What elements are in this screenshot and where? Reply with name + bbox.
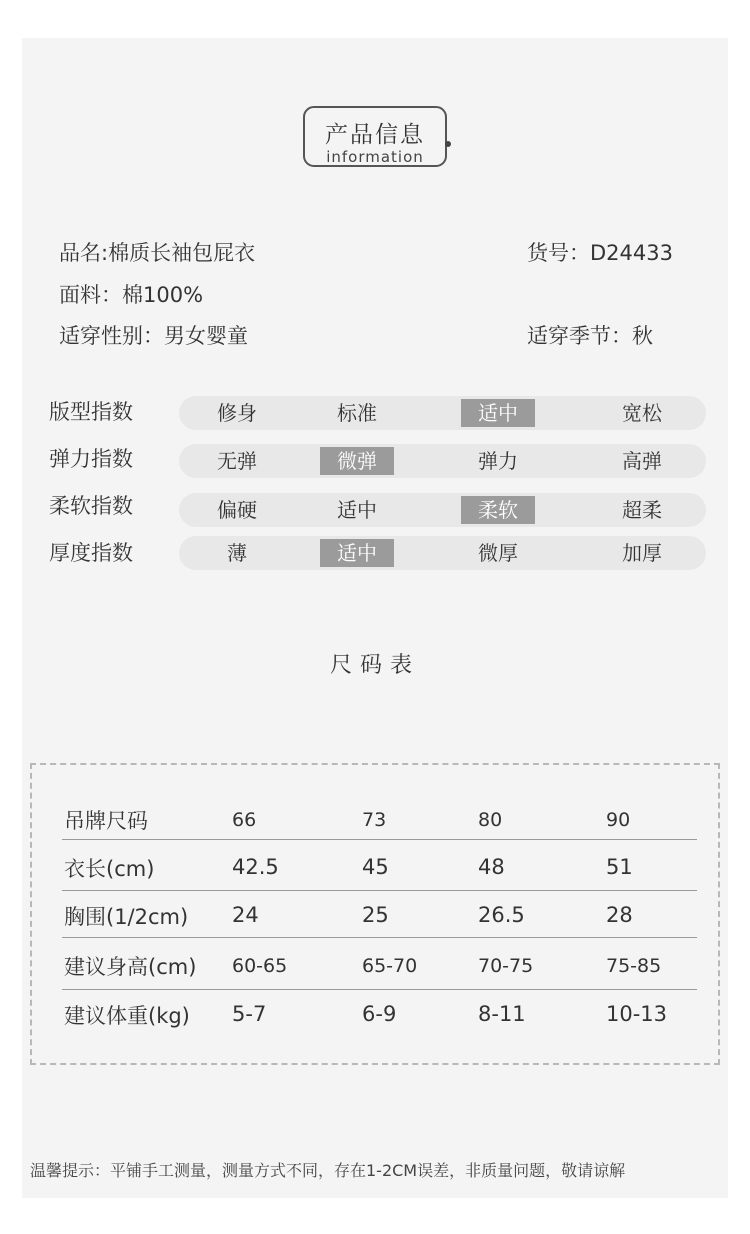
index-option-selected: 微弹	[320, 447, 394, 475]
size-cell: 45	[362, 855, 389, 879]
index-scale	[179, 493, 706, 527]
index-option: 弹力	[478, 449, 518, 473]
index-option-selected: 适中	[320, 539, 394, 567]
size-cell: 51	[606, 855, 633, 879]
size-row-label: 衣长(cm)	[64, 857, 155, 881]
size-cell: 75-85	[606, 955, 662, 977]
product-name: 品名:棉质长袖包屁衣	[59, 241, 256, 265]
row-divider	[62, 839, 697, 840]
index-scale	[179, 396, 706, 430]
size-cell: 65-70	[362, 955, 418, 977]
row-divider	[62, 890, 697, 891]
index-option: 宽松	[622, 401, 662, 425]
item-number: 货号：D24433	[527, 241, 673, 265]
index-option: 加厚	[622, 541, 662, 565]
size-cell: 42.5	[232, 855, 279, 879]
size-cell: 6-9	[362, 1002, 397, 1026]
size-cell: 25	[362, 903, 389, 927]
index-option: 高弹	[622, 449, 662, 473]
gender-info: 适穿性别：男女婴童	[59, 324, 248, 348]
index-option: 适中	[337, 498, 377, 522]
size-row-label: 建议身高(cm)	[64, 955, 197, 979]
size-cell: 90	[606, 809, 631, 831]
size-row-label: 建议体重(kg)	[64, 1004, 190, 1028]
index-label: 柔软指数	[49, 494, 133, 518]
index-option: 薄	[227, 541, 247, 565]
section-title: 产品信息	[325, 122, 425, 148]
index-label: 版型指数	[49, 400, 133, 424]
measurement-note: 温馨提示：平铺手工测量，测量方式不同，存在1-2CM误差，非质量问题，敬请谅解	[30, 1161, 626, 1180]
size-cell: 10-13	[606, 1002, 668, 1026]
size-row-label: 吊牌尺码	[64, 809, 148, 833]
size-cell: 48	[478, 855, 505, 879]
size-cell: 26.5	[478, 903, 525, 927]
index-label: 弹力指数	[49, 447, 133, 471]
index-scale	[179, 444, 706, 478]
size-cell: 60-65	[232, 955, 288, 977]
size-cell: 24	[232, 903, 259, 927]
index-option: 标准	[337, 401, 377, 425]
badge-dot	[445, 141, 451, 147]
section-subtitle: information	[326, 148, 424, 166]
row-divider	[62, 937, 697, 938]
row-divider	[62, 989, 697, 990]
size-cell: 66	[232, 809, 257, 831]
index-option-selected: 适中	[461, 399, 535, 427]
size-cell: 5-7	[232, 1002, 267, 1026]
index-label: 厚度指数	[49, 541, 133, 565]
size-chart-title: 尺码表	[329, 653, 420, 678]
index-option-selected: 柔软	[461, 496, 535, 524]
size-row-label: 胸围(1/2cm)	[64, 905, 189, 929]
size-cell: 80	[478, 809, 503, 831]
index-option: 无弹	[217, 449, 257, 473]
season-info: 适穿季节：秋	[527, 324, 653, 348]
section-title-badge	[303, 106, 447, 167]
index-option: 超柔	[622, 498, 662, 522]
size-cell: 73	[362, 809, 387, 831]
size-cell: 70-75	[478, 955, 534, 977]
index-option: 偏硬	[217, 498, 257, 522]
size-cell: 28	[606, 903, 633, 927]
size-cell: 8-11	[478, 1002, 526, 1026]
index-scale	[179, 536, 706, 570]
index-option: 微厚	[478, 541, 518, 565]
fabric-info: 面料：棉100%	[59, 283, 204, 307]
index-option: 修身	[217, 401, 257, 425]
